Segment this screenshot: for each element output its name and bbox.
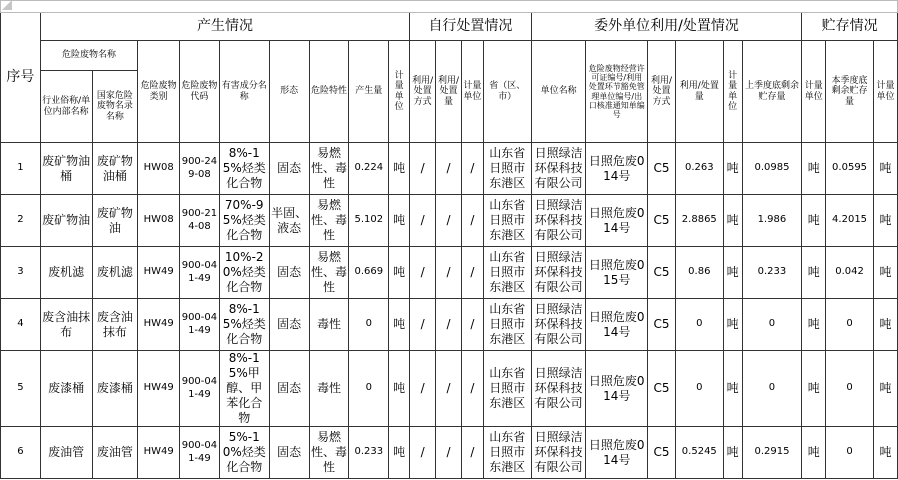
cell-this-storage[interactable]: 0 [826, 299, 874, 351]
cell-province[interactable]: 山东省日照市东港区 [483, 195, 531, 247]
cell-out-amount[interactable]: 0 [675, 351, 723, 427]
cell-industry-name[interactable]: 废含油抹布 [40, 299, 92, 351]
cell-province[interactable]: 山东省日照市东港区 [483, 143, 531, 195]
cell-this-storage[interactable]: 0.042 [826, 247, 874, 299]
header-last-storage: 上季度底剩余贮存量 [742, 41, 802, 143]
cell-unit1[interactable]: 吨 [389, 247, 410, 299]
cell-unit3[interactable]: 吨 [723, 195, 742, 247]
cell-hazard[interactable]: 易燃性、毒性 [309, 143, 349, 195]
cell-code[interactable]: 900-041-49 [180, 427, 220, 479]
cell-unit2[interactable]: / [461, 143, 483, 195]
header-unit4: 计量单位 [802, 41, 826, 143]
cell-form[interactable]: 固态 [269, 247, 309, 299]
cell-national-name[interactable]: 废油管 [92, 427, 138, 479]
table-row [1, 195, 898, 247]
cell-unit4[interactable]: 吨 [802, 143, 826, 195]
cell-permit[interactable]: 日照危废015号 [586, 247, 648, 299]
cell-national-name[interactable]: 废矿物油桶 [92, 143, 138, 195]
header-hazard: 危险特性 [309, 41, 349, 143]
cell-hazard[interactable]: 易燃性、毒性 [309, 247, 349, 299]
cell-harmful[interactable]: 5%-10%烃类化合物 [219, 427, 269, 479]
cell-harmful[interactable]: 70%-95%烃类化合物 [219, 195, 269, 247]
header-unit2: 计量单位 [461, 41, 483, 143]
cell-unit3[interactable]: 吨 [723, 247, 742, 299]
header-code: 危险废物代码 [180, 41, 220, 143]
cell-self-amount[interactable]: / [436, 143, 462, 195]
select-all-corner[interactable] [0, 0, 12, 10]
table-row [1, 247, 898, 299]
header-industry-name: 行业俗称/单位内部名称 [40, 71, 92, 143]
cell-industry-name[interactable]: 废漆桶 [40, 351, 92, 427]
cell-out-method[interactable]: C5 [648, 299, 676, 351]
cell-unit1[interactable]: 吨 [389, 195, 410, 247]
cell-hazard[interactable]: 易燃性、毒性 [309, 195, 349, 247]
cell-out-method[interactable]: C5 [648, 247, 676, 299]
cell-last-storage[interactable]: 0.0985 [742, 143, 802, 195]
sheet-top-strip [1, 1, 898, 13]
cell-hazard[interactable]: 毒性 [309, 351, 349, 427]
cell-category[interactable]: HW08 [138, 195, 180, 247]
cell-out-method[interactable]: C5 [648, 351, 676, 427]
header-self-method: 利用/处置方式 [410, 41, 436, 143]
header-company: 单位名称 [531, 41, 586, 143]
cell-unit2[interactable]: / [461, 427, 483, 479]
cell-amount[interactable]: 0.669 [349, 247, 389, 299]
cell-national-name[interactable]: 废漆桶 [92, 351, 138, 427]
cell-permit[interactable]: 日照危废014号 [586, 427, 648, 479]
table-row [1, 427, 898, 479]
header-out-amount: 利用/处置量 [675, 41, 723, 143]
cell-province[interactable]: 山东省日照市东港区 [483, 351, 531, 427]
cell-company[interactable]: 日照绿洁环保科技有限公司 [531, 299, 586, 351]
cell-industry-name[interactable]: 废矿物油 [40, 195, 92, 247]
cell-last-storage[interactable]: 0 [742, 299, 802, 351]
table-row [1, 351, 898, 427]
cell-self-method[interactable]: / [410, 427, 436, 479]
table-row [1, 143, 898, 195]
header-unit5: 计量单位 [873, 41, 897, 143]
cell-seq[interactable]: 4 [1, 299, 41, 351]
cell-industry-name[interactable]: 废机滤 [40, 247, 92, 299]
cell-out-amount[interactable]: 0.263 [675, 143, 723, 195]
cell-unit5[interactable]: 吨 [873, 143, 897, 195]
cell-amount[interactable]: 5.102 [349, 195, 389, 247]
cell-last-storage[interactable]: 0.233 [742, 247, 802, 299]
header-unit1: 计量单位 [389, 41, 410, 143]
cell-form[interactable]: 固态 [269, 351, 309, 427]
cell-company[interactable]: 日照绿洁环保科技有限公司 [531, 247, 586, 299]
cell-code[interactable]: 900-249-08 [180, 143, 220, 195]
cell-this-storage[interactable]: 0 [826, 351, 874, 427]
cell-harmful[interactable]: 8%-15%甲醇、甲苯化合物 [219, 351, 269, 427]
cell-self-method[interactable]: / [410, 143, 436, 195]
cell-form[interactable]: 半固、液态 [269, 195, 309, 247]
cell-last-storage[interactable]: 0.2915 [742, 427, 802, 479]
cell-out-amount[interactable]: 2.8865 [675, 195, 723, 247]
cell-out-method[interactable]: C5 [648, 195, 676, 247]
header-form: 形态 [269, 41, 309, 143]
cell-category[interactable]: HW49 [138, 299, 180, 351]
cell-unit2[interactable]: / [461, 247, 483, 299]
cell-unit4[interactable]: 吨 [802, 427, 826, 479]
cell-unit3[interactable]: 吨 [723, 143, 742, 195]
cell-hazard[interactable]: 易燃性、毒性 [309, 427, 349, 479]
header-amount: 产生量 [349, 41, 389, 143]
cell-unit5[interactable]: 吨 [873, 299, 897, 351]
cell-unit2[interactable]: / [461, 195, 483, 247]
cell-code[interactable]: 900-041-49 [180, 299, 220, 351]
cell-code[interactable]: 900-214-08 [180, 195, 220, 247]
cell-out-method[interactable]: C5 [648, 143, 676, 195]
header-self-amount: 利用/处置量 [436, 41, 462, 143]
cell-self-amount[interactable]: / [436, 427, 462, 479]
cell-seq[interactable]: 6 [1, 427, 41, 479]
cell-harmful[interactable]: 8%-15%烃类化合物 [219, 143, 269, 195]
cell-this-storage[interactable]: 4.2015 [826, 195, 874, 247]
cell-province[interactable]: 山东省日照市东港区 [483, 299, 531, 351]
cell-permit[interactable]: 日照危废014号 [586, 351, 648, 427]
cell-code[interactable]: 900-041-49 [180, 247, 220, 299]
table-row [1, 299, 898, 351]
cell-form[interactable]: 固态 [269, 143, 309, 195]
header-province: 省（区、市） [483, 41, 531, 143]
header-this-storage: 本季度底剩余贮存量 [826, 41, 874, 143]
cell-province[interactable]: 山东省日照市东港区 [483, 247, 531, 299]
header-storage: 贮存情况 [802, 13, 898, 41]
header-category: 危险废物类别 [138, 41, 180, 143]
cell-last-storage[interactable]: 0 [742, 351, 802, 427]
cell-unit3[interactable]: 吨 [723, 351, 742, 427]
cell-amount[interactable]: 0 [349, 351, 389, 427]
cell-self-method[interactable]: / [410, 195, 436, 247]
cell-unit1[interactable]: 吨 [389, 299, 410, 351]
cell-category[interactable]: HW49 [138, 427, 180, 479]
header-outsource: 委外单位利用/处置情况 [531, 13, 802, 41]
cell-out-method[interactable]: C5 [648, 427, 676, 479]
cell-province[interactable]: 山东省日照市东港区 [483, 427, 531, 479]
cell-harmful[interactable]: 10%-20%烃类化合物 [219, 247, 269, 299]
cell-form[interactable]: 固态 [269, 299, 309, 351]
cell-unit1[interactable]: 吨 [389, 143, 410, 195]
header-unit3: 计量单位 [723, 41, 742, 143]
cell-company[interactable]: 日照绿洁环保科技有限公司 [531, 195, 586, 247]
cell-permit[interactable]: 日照危废014号 [586, 195, 648, 247]
cell-unit2[interactable]: / [461, 351, 483, 427]
cell-unit5[interactable]: 吨 [873, 195, 897, 247]
cell-permit[interactable]: 日照危废014号 [586, 143, 648, 195]
cell-category[interactable]: HW49 [138, 247, 180, 299]
cell-unit4[interactable]: 吨 [802, 351, 826, 427]
cell-unit1[interactable]: 吨 [389, 427, 410, 479]
cell-company[interactable]: 日照绿洁环保科技有限公司 [531, 351, 586, 427]
header-seq: 序号 [1, 13, 41, 143]
cell-industry-name[interactable]: 废矿物油桶 [40, 143, 92, 195]
cell-out-amount[interactable]: 0.86 [675, 247, 723, 299]
cell-unit4[interactable]: 吨 [802, 247, 826, 299]
cell-company[interactable]: 日照绿洁环保科技有限公司 [531, 143, 586, 195]
header-permit: 危险废物经营许可证编号/利用处置环节豁免管理单位编号/出口核准通知单编号 [586, 41, 648, 143]
cell-unit5[interactable]: 吨 [873, 427, 897, 479]
header-out-method: 利用/处置方式 [648, 41, 676, 143]
cell-this-storage[interactable]: 0.0595 [826, 143, 874, 195]
cell-seq[interactable]: 1 [1, 143, 41, 195]
cell-seq[interactable]: 2 [1, 195, 41, 247]
cell-unit2[interactable]: / [461, 299, 483, 351]
cell-self-amount[interactable]: / [436, 195, 462, 247]
cell-self-method[interactable]: / [410, 247, 436, 299]
cell-out-amount[interactable]: 0.5245 [675, 427, 723, 479]
cell-unit3[interactable]: 吨 [723, 299, 742, 351]
cell-national-name[interactable]: 废机滤 [92, 247, 138, 299]
cell-industry-name[interactable]: 废油管 [40, 427, 92, 479]
header-harmful: 有害成分名称 [219, 41, 269, 143]
cell-category[interactable]: HW49 [138, 351, 180, 427]
cell-unit3[interactable]: 吨 [723, 427, 742, 479]
cell-self-amount[interactable]: / [436, 351, 462, 427]
header-self-disposal: 自行处置情况 [410, 13, 532, 41]
cell-unit4[interactable]: 吨 [802, 195, 826, 247]
cell-self-amount[interactable]: / [436, 299, 462, 351]
cell-self-amount[interactable]: / [436, 247, 462, 299]
header-national-name: 国家危险废物名录名称 [92, 71, 138, 143]
cell-amount[interactable]: 0.224 [349, 143, 389, 195]
cell-last-storage[interactable]: 1.986 [742, 195, 802, 247]
cell-company[interactable]: 日照绿洁环保科技有限公司 [531, 427, 586, 479]
cell-seq[interactable]: 3 [1, 247, 41, 299]
cell-national-name[interactable]: 废含油抹布 [92, 299, 138, 351]
header-waste-name: 危险废物名称 [40, 41, 137, 71]
cell-national-name[interactable]: 废矿物油 [92, 195, 138, 247]
header-production: 产生情况 [40, 13, 409, 41]
cell-amount[interactable]: 0 [349, 299, 389, 351]
cell-unit1[interactable]: 吨 [389, 351, 410, 427]
cell-hazard[interactable]: 毒性 [309, 299, 349, 351]
cell-seq[interactable]: 5 [1, 351, 41, 427]
cell-self-method[interactable]: / [410, 299, 436, 351]
cell-out-amount[interactable]: 0 [675, 299, 723, 351]
cell-unit5[interactable]: 吨 [873, 351, 897, 427]
cell-amount[interactable]: 0.233 [349, 427, 389, 479]
cell-code[interactable]: 900-041-49 [180, 351, 220, 427]
cell-category[interactable]: HW08 [138, 143, 180, 195]
cell-unit4[interactable]: 吨 [802, 299, 826, 351]
cell-harmful[interactable]: 8%-15%烃类化合物 [219, 299, 269, 351]
cell-self-method[interactable]: / [410, 351, 436, 427]
cell-unit5[interactable]: 吨 [873, 247, 897, 299]
cell-this-storage[interactable]: 0 [826, 427, 874, 479]
cell-form[interactable]: 固态 [269, 427, 309, 479]
cell-permit[interactable]: 日照危废014号 [586, 299, 648, 351]
